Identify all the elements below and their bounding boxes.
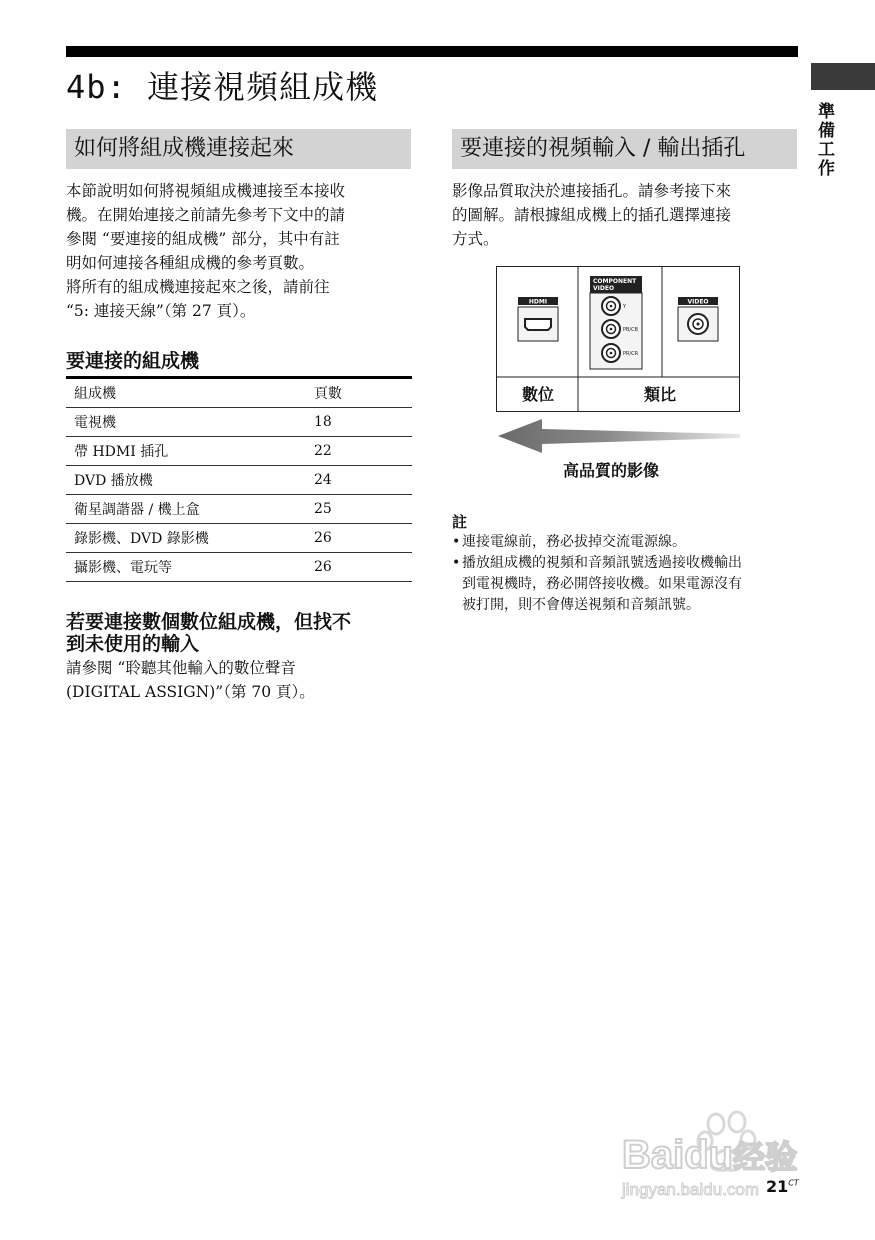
note-line: 到電視機時，務必開啓接收機。如果電源沒有 xyxy=(462,576,742,592)
table-cell: 電視機 xyxy=(74,415,116,431)
note-line: 被打開，則不會傳送視頻和音頻訊號。 xyxy=(462,597,700,613)
analog-label: 類比 xyxy=(643,385,677,404)
extra-text xyxy=(66,656,416,704)
watermark-brand: Bai xyxy=(622,1133,685,1177)
left-intro-line: 參閱 “要連接的組成機” 部分，其中有註 xyxy=(66,230,340,248)
right-intro-line: 的圖解。請根據組成機上的插孔選擇連接 xyxy=(452,206,732,224)
table-row xyxy=(66,466,412,495)
note-line: 播放組成機的視頻和音頻訊號透過接收機輸出 xyxy=(462,555,742,571)
table-cell: 衛星調諧器 / 機上盒 xyxy=(74,502,200,518)
left-intro-line: “5: 連接天線”（第 27 頁）。 xyxy=(66,302,256,320)
left-section-heading: 如何將組成機連接起來 xyxy=(66,129,411,169)
note-line: 連接電線前，務必拔掉交流電源線。 xyxy=(462,534,686,550)
page-number-value: 21 xyxy=(766,1177,789,1196)
top-rule xyxy=(66,46,798,57)
bullet-icon: • xyxy=(452,555,461,571)
left-intro-line: 明如何連接各種組成機的參考頁數。 xyxy=(66,254,315,272)
table-row xyxy=(66,437,412,466)
table-cell: 18 xyxy=(314,414,332,430)
page-number xyxy=(766,1177,799,1196)
table-cell: 22 xyxy=(314,443,332,459)
note-item xyxy=(452,553,802,616)
table-cell: 26 xyxy=(314,559,332,575)
section-side-label: 準備工作 xyxy=(814,102,834,178)
notes-list xyxy=(452,532,802,616)
table-title: 要連接的組成機 xyxy=(66,350,200,372)
note-heading: 註 xyxy=(452,513,468,531)
page-title: 4b: 連接視頻組成機 xyxy=(66,68,379,106)
left-intro-line: 本節說明如何將視頻組成機連接至本接收 xyxy=(66,182,346,200)
component-label-1: COMPONENT xyxy=(593,278,637,285)
table-row xyxy=(66,408,412,437)
table-header-page: 頁數 xyxy=(314,386,342,402)
table-header-row xyxy=(66,379,412,408)
left-intro-line: 機。在開始連接之前請先參考下文中的請 xyxy=(66,206,346,224)
table-row xyxy=(66,495,412,524)
table-cell: 攝影機、電玩等 xyxy=(74,560,172,576)
extra-text-line: (DIGITAL ASSIGN)”（第 70 頁）。 xyxy=(66,683,315,701)
table-cell: 帶 HDMI 插孔 xyxy=(74,444,169,460)
extra-heading xyxy=(66,611,416,655)
extra-heading-line: 到未使用的輸入 xyxy=(66,633,200,655)
component-label-2: VIDEO xyxy=(593,285,615,292)
quality-label: 高品質的影像 xyxy=(563,461,660,480)
video-jack-icon xyxy=(678,297,718,341)
jack-pb-label: PB/CB xyxy=(623,327,639,333)
bullet-icon: • xyxy=(452,534,461,550)
watermark-url: jingyan.baidu.com xyxy=(622,1180,760,1199)
table-row xyxy=(66,524,412,553)
section-tab-marker xyxy=(811,63,875,90)
video-label: VIDEO xyxy=(687,298,709,306)
hdmi-jack-icon xyxy=(518,297,558,341)
note-item xyxy=(452,532,802,553)
right-section-heading: 要連接的視頻輸入 / 輸出插孔 xyxy=(452,129,797,169)
watermark-brand-cn: 经验 xyxy=(733,1139,798,1175)
right-intro-line: 方式。 xyxy=(452,230,499,248)
extra-heading-line: 若要連接數個數位組成機，但找不 xyxy=(66,611,352,633)
right-intro-text xyxy=(452,179,802,251)
jack-y-label: Y xyxy=(623,304,627,310)
table-cell: 26 xyxy=(314,530,332,546)
table-cell: DVD 播放機 xyxy=(74,473,153,489)
left-intro-text xyxy=(66,179,416,323)
table-cell: 錄影機、DVD 錄影機 xyxy=(74,531,209,547)
table-cell: 25 xyxy=(314,501,332,517)
digital-label: 數位 xyxy=(521,385,555,404)
jack-diagram xyxy=(496,266,740,412)
right-intro-line: 影像品質取決於連接插孔。請參考接下來 xyxy=(452,182,732,200)
table-cell: 24 xyxy=(314,472,332,488)
quality-arrow-icon xyxy=(496,416,744,456)
table-row xyxy=(66,553,412,582)
left-intro-line: 將所有的組成機連接起來之後，請前往 xyxy=(66,278,330,296)
hdmi-label: HDMI xyxy=(528,298,548,306)
component-video-jacks-icon xyxy=(590,276,642,369)
extra-text-line: 請參閱 “聆聽其他輸入的數位聲音 xyxy=(66,659,296,677)
page-number-suffix: CT xyxy=(788,1178,799,1188)
watermark-brand-du: du xyxy=(684,1133,734,1177)
jack-diagram-drawing xyxy=(497,267,739,411)
table-header-component: 組成機 xyxy=(74,386,116,402)
jack-pr-label: PR/CR xyxy=(623,351,639,357)
components-table xyxy=(66,376,412,582)
